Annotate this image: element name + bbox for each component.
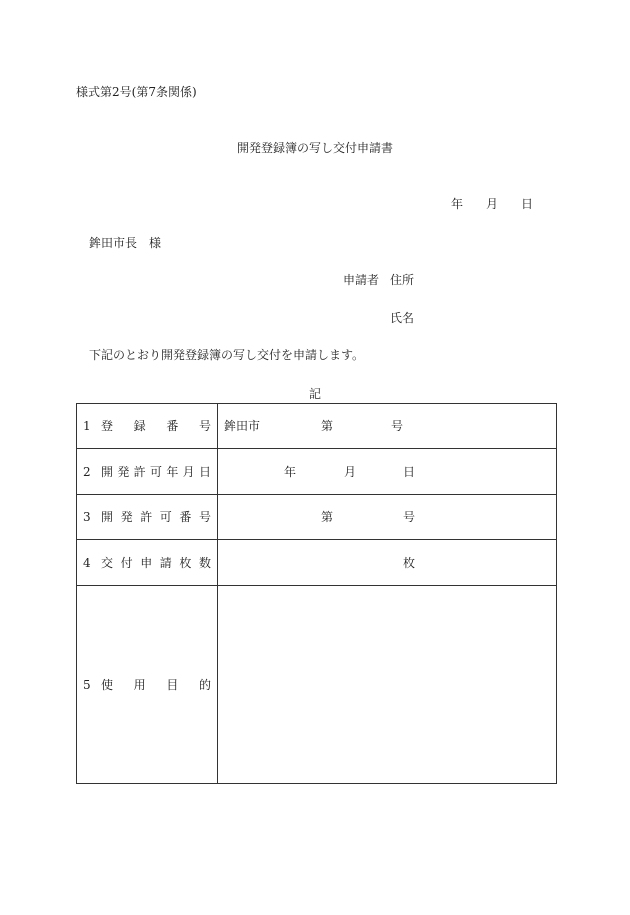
label-char: 録 [133, 419, 146, 433]
row-number: 2 [83, 464, 91, 479]
row-label [101, 466, 211, 478]
row-label [101, 557, 211, 569]
label-char: 年 [166, 464, 179, 479]
row-label [101, 420, 211, 432]
label-char: 付 [120, 555, 133, 570]
table-row-permit-date [77, 449, 557, 495]
address-label: 住所 [390, 273, 415, 287]
row-number: 5 [83, 677, 91, 692]
addressee: 鉾田市長 様 [89, 236, 162, 250]
label-char: 枚 [179, 555, 192, 570]
document-title: 開発登録簿の写し交付申請書 [236, 141, 393, 155]
row-label-cell [77, 449, 218, 495]
row-label-cell [77, 404, 218, 449]
label-char: 申 [140, 555, 153, 570]
table-row-copy-count [77, 540, 557, 586]
row-label-cell [77, 540, 218, 586]
label-char: 可 [159, 510, 172, 524]
intro-text: 下記のとおり開発登録簿の写し交付を申請します。 [89, 348, 365, 362]
registration-number-field[interactable] [218, 404, 557, 449]
date-day-label: 日 [521, 197, 534, 211]
year-label: 年 [284, 464, 297, 479]
label-char: 開 [101, 510, 114, 524]
row-number: 3 [83, 510, 91, 524]
month-label: 月 [344, 464, 357, 479]
go-label: 号 [391, 419, 404, 433]
label-char: 日 [198, 464, 211, 479]
row-label [101, 511, 211, 523]
table-row-permit-number [77, 495, 557, 540]
label-char: 開 [101, 464, 114, 479]
label-char: 番 [166, 419, 179, 433]
label-char: 可 [149, 464, 162, 479]
name-label: 氏名 [390, 311, 415, 325]
ki-heading: 記 [308, 387, 321, 401]
permit-number-field[interactable] [218, 495, 557, 540]
date-month-label: 月 [486, 197, 499, 211]
label-char: 交 [101, 555, 114, 570]
label-char: 登 [101, 419, 114, 433]
label-char: 許 [140, 510, 153, 524]
label-char: 発 [117, 464, 130, 479]
date-year-label: 年 [451, 197, 464, 211]
permit-date-field[interactable] [218, 449, 557, 495]
label-char: 許 [133, 464, 146, 479]
application-table [76, 403, 557, 784]
row-number: 4 [83, 555, 91, 570]
label-char: 使 [101, 677, 114, 692]
label-char: 月 [182, 464, 195, 479]
dai-label: 第 [321, 510, 334, 524]
label-char: 数 [198, 555, 211, 570]
go-label: 号 [403, 510, 416, 524]
city-name: 鉾田市 [224, 419, 261, 433]
mai-label: 枚 [403, 555, 416, 570]
label-char: 請 [159, 555, 172, 570]
copy-count-field[interactable] [218, 540, 557, 586]
table-row-registration-number [77, 404, 557, 449]
row-number: 1 [83, 419, 91, 433]
row-label-cell [77, 586, 218, 784]
label-char: 号 [198, 419, 211, 433]
day-label: 日 [403, 464, 416, 479]
label-char: 発 [120, 510, 133, 524]
applicant-label: 申請者 [343, 273, 380, 287]
label-char: 番 [179, 510, 192, 524]
label-char: 用 [133, 677, 146, 692]
purpose-field[interactable] [218, 586, 557, 784]
label-char: 的 [198, 677, 211, 692]
label-char: 目 [166, 677, 179, 692]
label-char: 号 [198, 510, 211, 524]
form-number: 様式第2号(第7条関係) [76, 85, 197, 99]
row-label-cell [77, 495, 218, 540]
row-label [101, 679, 211, 691]
table-row-purpose [77, 586, 557, 784]
dai-label: 第 [321, 419, 334, 433]
